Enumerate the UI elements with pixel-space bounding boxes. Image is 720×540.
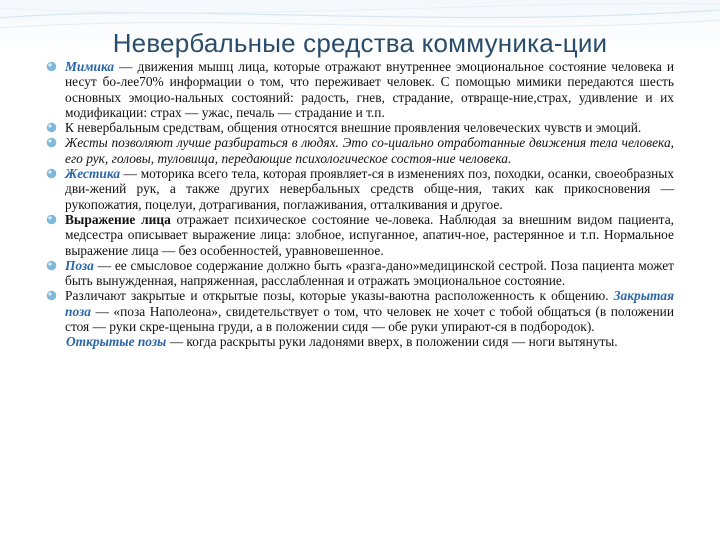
list-item — [0, 166, 720, 212]
final-paragraph — [0, 334, 720, 349]
item-text: — «поза Наполеона», свидетельствует о том, что человек не хочет с тобой общаться (в положении стоя — руки скре-щенына груди, а в положении сидя — обе руки упирают-ся в подбородок). — [65, 303, 674, 335]
item-text: — движения мышц лица, которые отражают внутреннее эмоциональное состояние человека и несут бо-лее70% информации о том, что переживает человек. С помощью мимики передаются шесть основных эмоцио-нальных состояний: радость, гнев, страдание, отвраще-ние,страх, удивление и их модификации: страх — ужас, печаль — страдание и т.п. — [65, 59, 674, 120]
keyword: Поза — [65, 257, 94, 273]
item-text: Различают закрытые и открытые позы, которые указы-ваютна расположенность к общению. — [65, 288, 614, 304]
keyword: Закрытая поза — [65, 288, 674, 319]
list-item — [0, 120, 720, 135]
item-text: Жесты позволяют лучше разбираться в людях. Это со-циально отработанные движения тела человека, его рук, головы, туловища, передающие психологическое состоя-ние человека. — [65, 135, 674, 166]
item-text: — ее смысловое содержание должно быть «разга-дано»медицинской сестрой. Поза пациента может быть вынужденная, напряженная, расслабленная и отражать эмоциональное состояние. — [65, 257, 674, 289]
keyword: Выражение лица — [65, 211, 171, 227]
round-bullet-icon — [46, 168, 57, 179]
round-bullet-icon — [46, 61, 57, 72]
list-item — [0, 135, 720, 166]
item-text: отражает психическое состояние че-ловека. Наблюдая за внешним видом пациента, медсестра описывает выражение лица: злобное, испуганное, апатич-ное, растерянное и т.п. Нормальное выражение лица — без особенностей, уравновешенное. — [65, 211, 674, 258]
item-text: — когда раскрыты руки ладонями вверх, в положении сидя — ноги вытянуты. — [166, 334, 618, 350]
list-item — [0, 212, 720, 258]
keyword: Открытые позы — [66, 334, 167, 350]
round-bullet-icon — [46, 260, 57, 271]
round-bullet-icon — [46, 137, 57, 148]
slide-title: Невербальные средства коммуника-ции — [112, 28, 608, 58]
slide-content — [0, 59, 720, 350]
round-bullet-icon — [46, 122, 57, 133]
list-item — [0, 288, 720, 334]
keyword: Жестика — [65, 166, 121, 182]
list-item — [0, 258, 720, 289]
keyword: Мимика — [65, 59, 115, 74]
round-bullet-icon — [46, 290, 57, 301]
item-text: — моторика всего тела, которая проявляет-ся в изменениях поз, походки, осанки, своеобразных дви-жений рук, а также других невербальных средств обще-ния, таких как прикосновения — рукопожатия, поцелуи, дотрагивания, поглаживания, отталкивания и другое. — [65, 166, 674, 212]
list-item — [0, 59, 720, 120]
round-bullet-icon — [46, 214, 57, 225]
item-text: К невербальным средствам, общения относятся внешние проявления человеческих чувств и эмоций. — [65, 120, 642, 136]
